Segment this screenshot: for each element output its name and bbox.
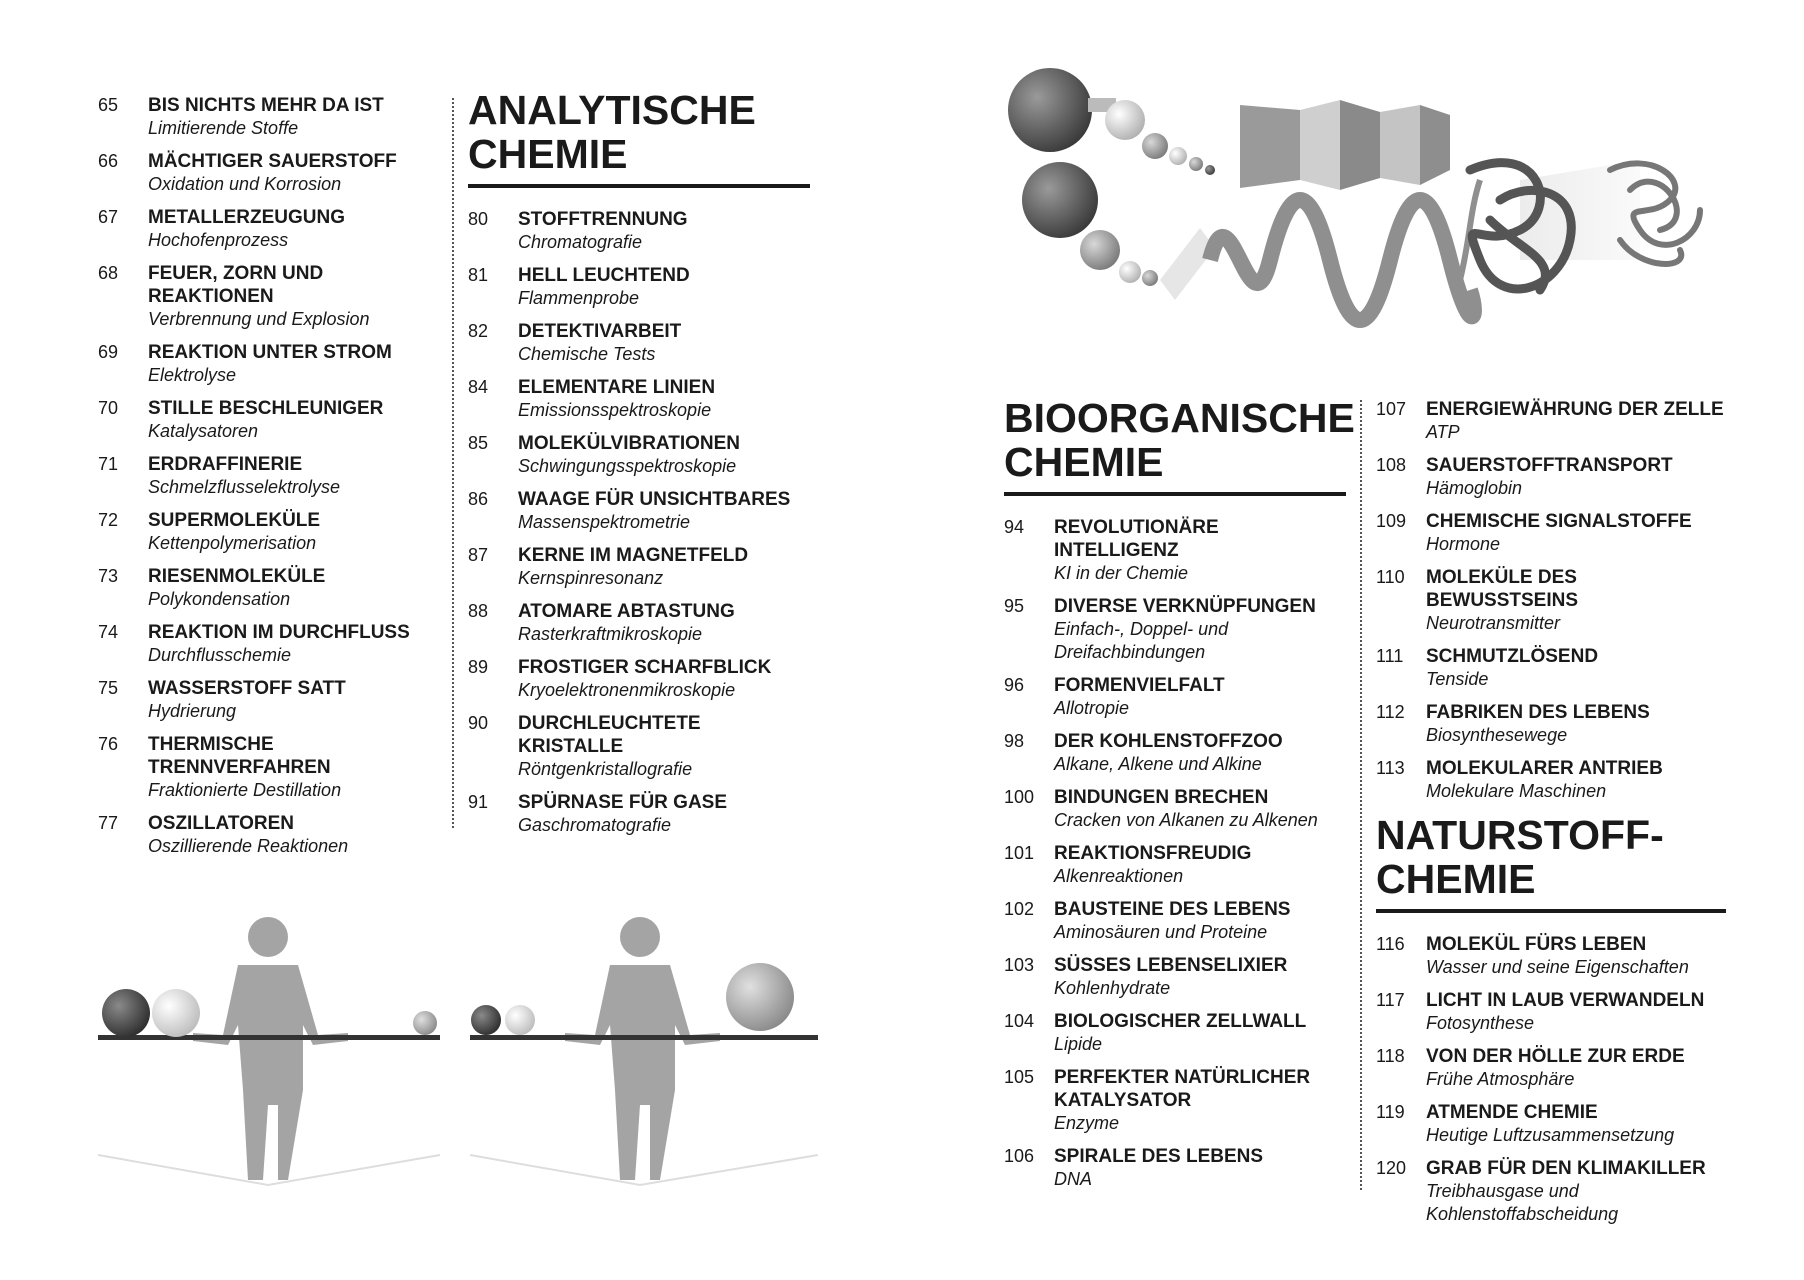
toc-entry — [1376, 989, 1726, 1035]
entry-title: STILLE BESCHLEUNIGER — [148, 398, 384, 419]
toc-entry — [98, 509, 438, 555]
toc-entry — [1004, 1145, 1346, 1191]
entry-title: ENERGIEWÄHRUNG DER ZELLE — [1426, 399, 1724, 420]
entry-title: SAUERSTOFFTRANSPORT — [1426, 455, 1673, 476]
page-number: 77 — [98, 813, 119, 833]
entry-subtitle: Molekulare Maschinen — [1426, 781, 1607, 801]
entry-subtitle: Hochofenprozess — [148, 230, 289, 250]
entry-subtitle: Neurotransmitter — [1426, 613, 1561, 633]
page-number: 85 — [468, 433, 489, 453]
entry-subtitle: Biosynthesewege — [1426, 725, 1568, 745]
entry-title: REAKTION UNTER STROM — [148, 342, 392, 363]
entry-title: METALLERZEUGUNG — [148, 207, 346, 228]
page-number: 87 — [468, 545, 489, 565]
entry-title: FEUER, ZORN UND REAKTIONEN — [148, 263, 324, 307]
page-number: 111 — [1376, 646, 1404, 666]
entry-subtitle: Kettenpolymerisation — [148, 533, 317, 553]
page-number: 120 — [1376, 1158, 1407, 1178]
entry-title: ERDRAFFINERIE — [148, 454, 303, 475]
toc-entry — [468, 320, 810, 366]
toc-entry — [98, 565, 438, 611]
entry-subtitle: Polykondensation — [148, 589, 291, 609]
entry-title: VON DER HÖLLE ZUR ERDE — [1426, 1046, 1685, 1067]
toc-list — [468, 208, 810, 837]
entry-title: DETEKTIVARBEIT — [518, 321, 682, 342]
entry-subtitle: Oxidation und Korrosion — [148, 174, 342, 194]
toc-entry — [98, 397, 438, 443]
toc-list — [1004, 516, 1346, 1191]
page-number: 68 — [98, 263, 119, 283]
toc-entry — [468, 376, 810, 422]
entry-subtitle: ATP — [1426, 422, 1460, 442]
entry-title: STOFFTRENNUNG — [518, 209, 688, 230]
section-heading: BIOORGANISCHE CHEMIE — [1004, 396, 1346, 496]
entry-title: BINDUNGEN BRECHEN — [1054, 787, 1269, 808]
toc-list — [1376, 398, 1726, 803]
toc-entry — [1376, 1045, 1726, 1091]
toc-entry — [468, 544, 810, 590]
toc-entry — [1004, 516, 1346, 585]
section-analytische-chemie — [468, 88, 810, 847]
toc-entry — [98, 206, 438, 252]
entry-subtitle: Flammenprobe — [518, 288, 640, 308]
entry-title: ATMENDE CHEMIE — [1426, 1102, 1598, 1123]
page-number: 91 — [468, 792, 489, 812]
toc-entry — [98, 150, 438, 196]
page-number: 89 — [468, 657, 489, 677]
page-number: 116 — [1376, 934, 1405, 954]
toc-entry — [468, 600, 810, 646]
entry-subtitle: Kernspinresonanz — [518, 568, 664, 588]
entry-title: SÜSSES LEBENSELIXIER — [1054, 955, 1288, 976]
toc-entry — [1376, 701, 1726, 747]
page-number: 110 — [1376, 567, 1405, 587]
entry-subtitle: Lipide — [1054, 1034, 1103, 1054]
entry-title: DURCHLEUCHTETE KRISTALLE — [518, 713, 701, 757]
page-number: 71 — [98, 454, 119, 474]
page-number: 81 — [468, 265, 489, 285]
page-number: 67 — [98, 207, 119, 227]
entry-subtitle: Fraktionierte Destillation — [148, 780, 342, 800]
page-number: 74 — [98, 622, 119, 642]
toc-entry — [468, 656, 810, 702]
entry-title: MOLEKÜLE DES BEWUSSTSEINS — [1426, 567, 1579, 611]
page-number: 108 — [1376, 455, 1407, 475]
entry-title: PERFEKTER NATÜRLICHER KATALYSATOR — [1054, 1067, 1311, 1111]
entry-subtitle: Frühe Atmosphäre — [1426, 1069, 1575, 1089]
entry-subtitle: Enzyme — [1054, 1113, 1120, 1133]
entry-subtitle: Chromatografie — [518, 232, 643, 252]
page-number: 88 — [468, 601, 489, 621]
toc-entry — [1376, 398, 1726, 444]
entry-subtitle: DNA — [1054, 1169, 1093, 1189]
entry-title: GRAB FÜR DEN KLIMAKILLER — [1426, 1158, 1706, 1179]
page-number: 101 — [1004, 843, 1035, 863]
entry-title: BIS NICHTS MEHR DA IST — [148, 95, 384, 116]
toc-entry — [1376, 566, 1726, 635]
toc-entry — [1376, 510, 1726, 556]
page-number: 117 — [1376, 990, 1405, 1010]
entry-subtitle: Röntgenkristallografie — [518, 759, 693, 779]
toc-entry — [1376, 645, 1726, 691]
entry-title: SPÜRNASE FÜR GASE — [518, 792, 728, 813]
entry-title: WAAGE FÜR UNSICHTBARES — [518, 489, 791, 510]
entry-subtitle: KI in der Chemie — [1054, 563, 1189, 583]
page-number: 84 — [468, 377, 489, 397]
entry-title: KERNE IM MAGNETFELD — [518, 545, 749, 566]
entry-subtitle: Hämoglobin — [1426, 478, 1523, 498]
toc-entry — [1376, 933, 1726, 979]
page-number: 113 — [1376, 758, 1405, 778]
page-number: 90 — [468, 713, 489, 733]
page-number: 65 — [98, 95, 119, 115]
entry-title: MOLEKULARER ANTRIEB — [1426, 758, 1663, 779]
toc-column-4 — [1376, 398, 1726, 1236]
entry-title: REAKTION IM DURCHFLUSS — [148, 622, 410, 643]
toc-entry — [1004, 1010, 1346, 1056]
page-number: 66 — [98, 151, 119, 171]
toc-entry — [1004, 674, 1346, 720]
entry-title: DER KOHLENSTOFFZOO — [1054, 731, 1283, 752]
entry-subtitle: Fotosynthese — [1426, 1013, 1535, 1033]
entry-subtitle: Verbrennung und Explosion — [148, 309, 370, 329]
page-number: 95 — [1004, 596, 1025, 616]
page-number: 104 — [1004, 1011, 1035, 1031]
toc-entry — [98, 341, 438, 387]
column-divider — [1360, 400, 1362, 1190]
page-number: 70 — [98, 398, 119, 418]
entry-title: ATOMARE ABTASTUNG — [518, 601, 735, 622]
entry-title: HELL LEUCHTEND — [518, 265, 690, 286]
entry-subtitle: Aminosäuren und Proteine — [1054, 922, 1268, 942]
entry-subtitle: Schwingungsspektroskopie — [518, 456, 737, 476]
toc-entry — [98, 94, 438, 140]
page-number: 80 — [468, 209, 489, 229]
entry-subtitle: Heutige Luftzusammensetzung — [1426, 1125, 1675, 1145]
entry-title: SUPERMOLEKÜLE — [148, 510, 321, 531]
entry-title: RIESENMOLEKÜLE — [148, 566, 326, 587]
toc-entry — [98, 621, 438, 667]
page-number: 98 — [1004, 731, 1025, 751]
toc-entry — [1376, 1157, 1726, 1226]
entry-title: MOLEKÜLVIBRATIONEN — [518, 433, 741, 454]
entry-subtitle: Einfach-, Doppel- und Dreifachbindungen — [1054, 619, 1229, 662]
toc-entry — [1004, 1066, 1346, 1135]
balance-figures-illustration — [98, 915, 818, 1195]
entry-subtitle: Chemische Tests — [518, 344, 656, 364]
page-number: 109 — [1376, 511, 1407, 531]
entry-subtitle: Emissionsspektroskopie — [518, 400, 712, 420]
toc-entry — [468, 791, 810, 837]
section-heading: ANALYTISCHE CHEMIE — [468, 88, 810, 188]
entry-title: REAKTIONSFREUDIG — [1054, 843, 1252, 864]
column-divider — [452, 98, 454, 828]
toc-entry — [1004, 898, 1346, 944]
entry-subtitle: Treibhausgase und Kohlenstoffabscheidung — [1426, 1181, 1619, 1224]
page-number: 94 — [1004, 517, 1025, 537]
entry-subtitle: Cracken von Alkanen zu Alkenen — [1054, 810, 1318, 830]
toc-entry — [1376, 1101, 1726, 1147]
entry-subtitle: Tenside — [1426, 669, 1489, 689]
toc-entry — [468, 488, 810, 534]
toc-entry — [98, 453, 438, 499]
page-number: 106 — [1004, 1146, 1035, 1166]
entry-subtitle: Schmelzflusselektrolyse — [148, 477, 341, 497]
entry-subtitle: Allotropie — [1054, 698, 1130, 718]
toc-entry — [1004, 842, 1346, 888]
entry-title: ELEMENTARE LINIEN — [518, 377, 716, 398]
entry-subtitle: Katalysatoren — [148, 421, 259, 441]
entry-title: FROSTIGER SCHARFBLICK — [518, 657, 772, 678]
entry-subtitle: Hydrierung — [148, 701, 237, 721]
entry-title: MOLEKÜL FÜRS LEBEN — [1426, 934, 1647, 955]
toc-entry — [1376, 757, 1726, 803]
page-number: 76 — [98, 734, 119, 754]
toc-entry — [98, 812, 438, 858]
page-number: 105 — [1004, 1067, 1035, 1087]
page-number: 119 — [1376, 1102, 1405, 1122]
toc-entry — [1004, 786, 1346, 832]
entry-title: FORMENVIELFALT — [1054, 675, 1225, 696]
toc-entry — [468, 712, 810, 781]
page-number: 86 — [468, 489, 489, 509]
section-heading-naturstoff: NATURSTOFF- CHEMIE — [1376, 813, 1726, 913]
entry-subtitle: Elektrolyse — [148, 365, 237, 385]
page-number: 96 — [1004, 675, 1025, 695]
entry-title: BAUSTEINE DES LEBENS — [1054, 899, 1291, 920]
entry-title: LICHT IN LAUB VERWANDELN — [1426, 990, 1705, 1011]
toc-list — [1376, 933, 1726, 1226]
entry-title: OSZILLATOREN — [148, 813, 295, 834]
entry-title: WASSERSTOFF SATT — [148, 678, 346, 699]
page-number: 73 — [98, 566, 119, 586]
page-number: 69 — [98, 342, 119, 362]
entry-subtitle: Gaschromatografie — [518, 815, 672, 835]
page-number: 103 — [1004, 955, 1035, 975]
toc-entry — [1376, 454, 1726, 500]
page-number: 107 — [1376, 399, 1407, 419]
entry-title: REVOLUTIONÄRE INTELLIGENZ — [1054, 517, 1219, 561]
toc-entry — [1004, 954, 1346, 1000]
page-number: 82 — [468, 321, 489, 341]
entry-title: CHEMISCHE SIGNALSTOFFE — [1426, 511, 1692, 532]
entry-title: BIOLOGISCHER ZELLWALL — [1054, 1011, 1307, 1032]
entry-title: SCHMUTZLÖSEND — [1426, 646, 1599, 667]
page-number: 100 — [1004, 787, 1035, 807]
page-number: 75 — [98, 678, 119, 698]
entry-title: THERMISCHE TRENNVERFAHREN — [148, 734, 331, 778]
toc-entry — [468, 432, 810, 478]
entry-subtitle: Oszillierende Reaktionen — [148, 836, 349, 856]
toc-entry — [468, 264, 810, 310]
entry-subtitle: Alkenreaktionen — [1054, 866, 1184, 886]
page-number: 72 — [98, 510, 119, 530]
page-number: 112 — [1376, 702, 1405, 722]
entry-title: FABRIKEN DES LEBENS — [1426, 702, 1650, 723]
entry-subtitle: Kohlenhydrate — [1054, 978, 1171, 998]
toc-entry — [1004, 595, 1346, 664]
toc-entry — [98, 733, 438, 802]
protein-folding-illustration — [1000, 60, 1720, 360]
entry-subtitle: Massenspektrometrie — [518, 512, 691, 532]
entry-subtitle: Durchflusschemie — [148, 645, 292, 665]
toc-entry — [98, 262, 438, 331]
entry-subtitle: Wasser und seine Eigenschaften — [1426, 957, 1689, 977]
entry-subtitle: Alkane, Alkene und Alkine — [1054, 754, 1262, 774]
section-bioorganische-chemie — [1004, 395, 1355, 1201]
entry-subtitle: Limitierende Stoffe — [148, 118, 299, 138]
page-number: 102 — [1004, 899, 1035, 919]
toc-column-1 — [98, 94, 438, 868]
page-number: 118 — [1376, 1046, 1405, 1066]
toc-entry — [1004, 730, 1346, 776]
entry-subtitle: Kryoelektronenmikroskopie — [518, 680, 736, 700]
toc-entry — [98, 677, 438, 723]
entry-subtitle: Rasterkraftmikroskopie — [518, 624, 703, 644]
entry-subtitle: Hormone — [1426, 534, 1501, 554]
toc-entry — [468, 208, 810, 254]
entry-title: SPIRALE DES LEBENS — [1054, 1146, 1264, 1167]
entry-title: MÄCHTIGER SAUERSTOFF — [148, 151, 397, 172]
entry-title: DIVERSE VERKNÜPFUNGEN — [1054, 596, 1316, 617]
